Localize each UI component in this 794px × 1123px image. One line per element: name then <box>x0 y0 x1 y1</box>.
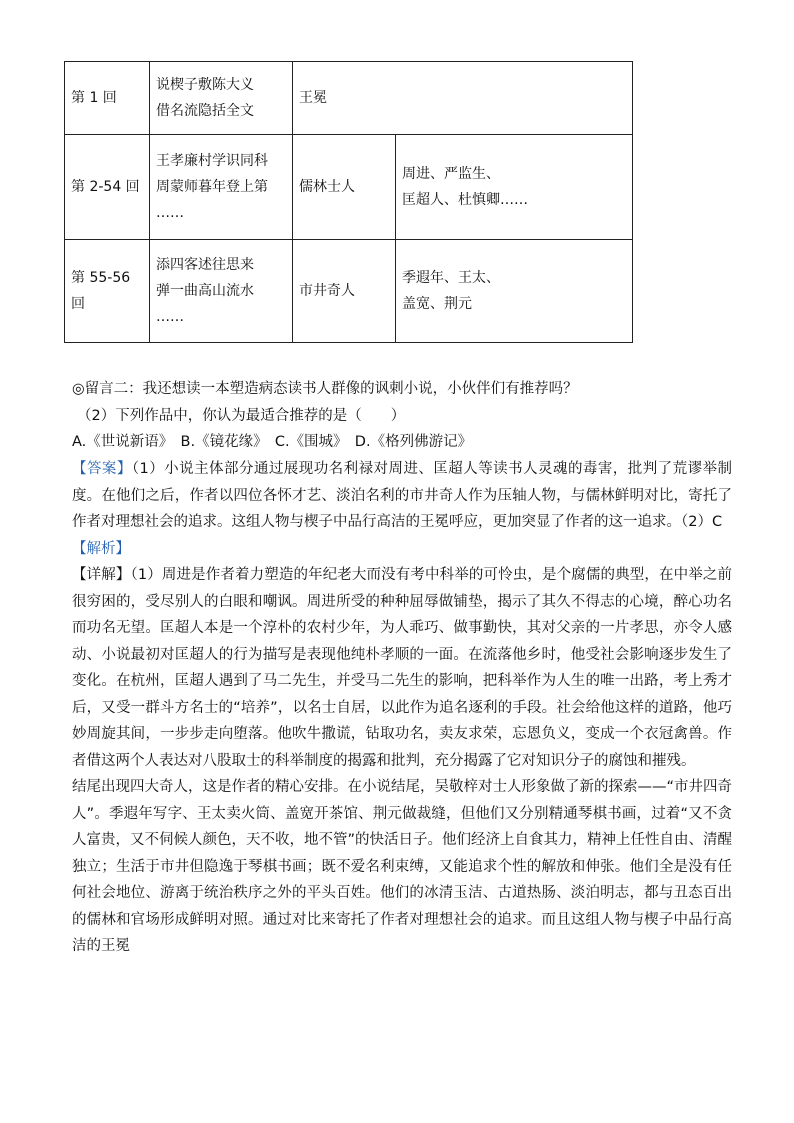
answer-block <box>72 456 732 960</box>
chapter-title-line: 添四客述往思来 <box>156 257 254 273</box>
people-cell <box>396 240 633 343</box>
answer-text: （1）小说主体部分通过展现功名利禄对周进、匡超人等读书人灵魂的毒害，批判了荒谬举制度。在他们之后，作者以四位各怀才艺、淡泊名利的市井奇人作为压轴人物，与儒林鲜明对比，寄托了作者对理想社会的追求。这组人物与楔子中品行高洁的王冕呼应，更加突显了作者的这一追求。（2）C <box>72 461 732 530</box>
chapter-title-line: …… <box>156 205 184 221</box>
people-cell <box>396 135 633 240</box>
chapter-cell: 第 1 回 <box>65 62 150 135</box>
group-cell: 儒林士人 <box>293 135 396 240</box>
analysis-label-text: 【解析】 <box>72 540 130 557</box>
chapter-title-line: 弹一曲高山流水 <box>156 283 254 299</box>
chapter-title-line: 说楔子敷陈大义 <box>156 77 254 93</box>
question-sub: （2）下列作品中，你认为最适合推荐的是（ ） <box>77 407 406 424</box>
answer-label: 【答案】 <box>72 461 132 477</box>
detail-paragraph-1 <box>72 562 732 774</box>
chapter-line: 第 55-56 <box>71 270 131 286</box>
detail-text-1: （1）周进是作者着力塑造的年纪老大而没有考中科举的可怜虫，是个腐儒的典型，在中举之前很穷困的，受尽别人的白眼和嘲讽。周进所受的种种屈辱做铺垫，揭示了其久不得志的心境，醉心功名而功名无望。匡超人本是一个淳朴的农村少年，为人乖巧、做事勤快，其对父亲的一片孝思，亦令人感动、小说最初对匡超人的行为描写是表现他纯朴孝顺的一面。在流落他乡时，他受社会影响逐步发生了变化。在杭州，匡超人遇到了马二先生，并受马二先生的影响，把科举作为人生的唯一出路，考上秀才后，又受一群斗方名士的“培养”，以名士自居，以此作为追名逐利的手段。社会给他这样的道路，他巧妙周旋其间，一步步走向堕落。他吹牛撒谎，钻取功名，卖友求荣，忘恩负义，变成一个衣冠禽兽。作者借这两个人表达对八股取士的科举制度的揭露和批判，充分揭露了它对知识分子的腐蚀和摧残。 <box>72 567 732 769</box>
detail-label: 【详解】 <box>72 567 131 583</box>
chapter-title-line: …… <box>156 309 184 325</box>
group-cell: 王冕 <box>293 62 633 135</box>
people-line: 匡超人、杜慎卿…… <box>402 192 528 208</box>
chapter-table <box>64 61 633 343</box>
titles-cell <box>150 62 293 135</box>
people-line: 季遐年、王太、 <box>402 270 500 286</box>
answer-paragraph <box>72 456 732 536</box>
chapter-title-line: 周蒙师暮年登上第 <box>156 179 268 195</box>
people-line: 周进、严监生、 <box>402 166 500 182</box>
detail-paragraph-2: 结尾出现四大奇人，这是作者的精心安排。在小说结尾，吴敬梓对士人形象做了新的探索——“市井四奇人”。季遐年写字、王太卖火筒、盖宽开茶馆、荆元做裁缝，但他们又分别精通琴棋书画，过着“又不贪人富贵，又不伺候人颜色，天不收，地不管”的快活日子。他们经济上自食其力，精神上任性自由、清醒独立；生活于市井但隐逸于琴棋书画；既不爱名利束缚，又能追求个性的解放和伸张。他们全是没有任何社会地位、游离于统治秩序之外的平头百姓。他们的冰清玉洁、古道热肠、淡泊明志，都与丑态百出的儒林和官场形成鲜明对照。通过对比来寄托了作者对理想社会的追求。而且这组人物与楔子中品行高洁的王冕 <box>72 779 733 954</box>
chapter-title-line: 借名流隐括全文 <box>156 103 254 119</box>
people-line: 盖宽、荆元 <box>402 296 472 312</box>
question-options: A.《世说新语》 B.《镜花缘》 C.《围城》 D.《格列佛游记》 <box>72 434 473 450</box>
titles-cell <box>150 135 293 240</box>
question-prompt: ◎留言二：我还想读一本塑造病态读书人群像的讽刺小说，小伙伴们有推荐吗？ <box>72 381 578 397</box>
chapter-title-line: 王孝廉村学识同科 <box>156 153 268 169</box>
question-block <box>72 376 732 456</box>
chapter-line: 回 <box>71 296 85 312</box>
group-cell: 市井奇人 <box>293 240 396 343</box>
analysis-label <box>72 536 732 563</box>
chapter-cell: 第 2-54 回 <box>65 135 150 240</box>
titles-cell <box>150 240 293 343</box>
table-row <box>65 240 633 343</box>
chapter-cell <box>65 240 150 343</box>
table-row <box>65 135 633 240</box>
table-row <box>65 62 633 135</box>
